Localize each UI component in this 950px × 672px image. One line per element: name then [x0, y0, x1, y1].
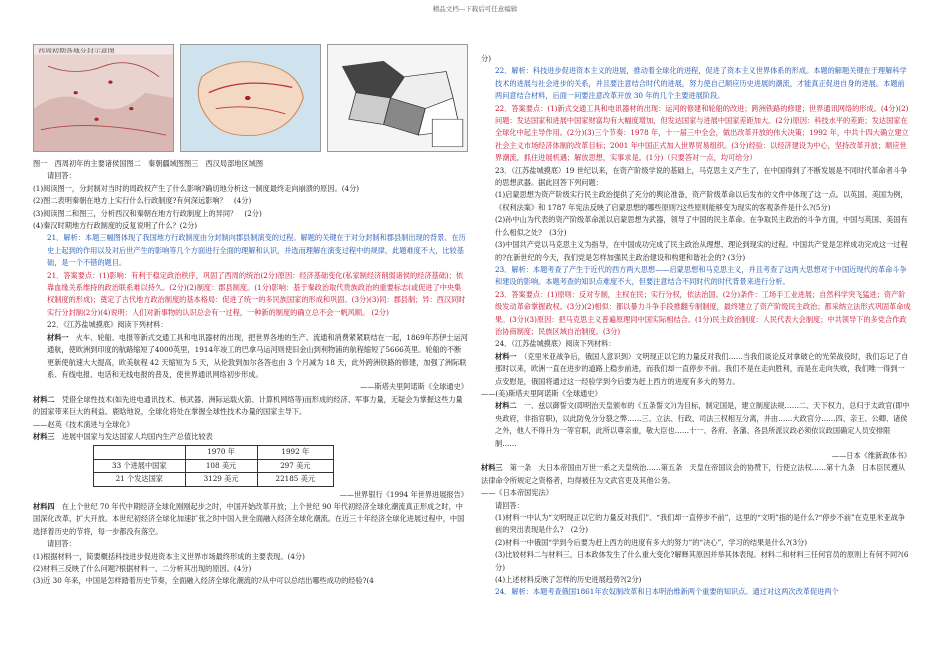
q24-material-2-source: ——日本《维新政体书》 — [831, 451, 911, 460]
q21-1: (1)阅读图一，分封制对当时的周政权产生了什么影响?确切地分析这一制度最终走向崩溃的原因。(4分) — [33, 183, 360, 193]
q24-material-1-text: （克里米亚战争后，俄国人意识到）文明现正以它的力量反对我们……当我们谈论反对拿破仑的光荣战役时，我们忘记了自那时以来，欧洲一直在进步的道路上稳步前进，而我们却一直停步不前。我们不是在走向胜利，而是在走向失败，我们唯一得到一点安慰是，俄国将通过这一经验学到今后要为赶上西方的进度有多大的努力。 — [495, 351, 909, 386]
table-cell: 21 个发达国家 — [94, 473, 186, 486]
q22-3: (3)近 30 年来，中国是怎样踏着历史节奏，全面融入经济全球化潮流的?从中可以总结出哪些成功的经验?(4 — [33, 576, 374, 586]
q24-question-lead: 请回答： — [495, 500, 524, 510]
q23-intro: 23．（江苏盐城摸底）19 世纪以来，在资产阶级学说的基础上，马克思主义产生了，在中国得到了不断发展是不同时代革命者斗争的思想武器。据此回答下列问题： — [495, 165, 908, 188]
table-cell — [94, 446, 186, 459]
q22-answer: 22．答案要点：(1)新式交通工具和电讯器材的出现：运河的修建和轮船的改进；跨洲铁路的修建；世界通讯网络的形成。(4分)(2)问题：发达国家和进展中国家财富均有大幅度增加，但发达国家与进展中国家差距加大。(2分)原因：科技水平的差距；发达国家在全球化中起主导作用。(2分)(3)三个节奏：1978 年，十一届三中全会，做出改革开放的伟大决策；1992 年，中共十四大确立建立社会主义市场经济体制的改革目标；2001 年中国正式加入世界贸易组织。(3分)经验：以经济建设为中心，坚持改革开放；顺应世界潮流，抓住进展机遇；解放思想，实事求是。(1分)（只要答对一点，均可给分） — [495, 103, 909, 163]
q24-material-3-label: 材料三 — [481, 463, 503, 473]
page-header: 精品文档---下载后可任意编辑 — [432, 5, 518, 13]
q24-analysis: 24．解析：本题考查俄国1861年农奴制改革和日本明治维新两个重要的知识点。通过对这两次改革促进两个 — [495, 587, 839, 597]
map-figures — [33, 44, 468, 152]
material-3-title: 进展中国家与发达国家人均国内生产总值比较表 — [61, 431, 213, 441]
figure-caption: 图一 西周初年的主要诸侯国图二 秦朝疆域图图三 西汉局部地区域图 — [33, 159, 264, 168]
q22-analysis: 22．解析：科技进步促进资本主义的进展，推动着全球化的进程，促进了资本主义世界体系的形成。本题的解题关键在于理解科学技术的进展与社会进步的关系，并且要注意结合时代的进展，努力使自己顺应历史进展的潮流，才能真正促进自身的进展。本题前两问意结合材料，后面一问要注意改革开放 30 年的几个主要进展阶段。 — [495, 66, 907, 101]
q24-material-2-text: 一、兹以御誓文(即明治天皇颁布的《五条誓文》)为目标，制定国是，建立制度法规……二、天下权力，总归于太政官(即中央政府，非指官职)，以此防免分分裂之弊……三、立法、行政、司法三权相互分离，并由……大政官分……四、亲王、公卿、诸侯之外，他人不得升为一等官职，此所以尊亲重，敬大臣也……十一、各府、各藩、各县所派议政必须依议政国确定人员安排限制…… — [495, 401, 910, 448]
material-4-text: 在上个世纪 70 年代中期经济全球化刚刚起步之时，中国开始改革开放；上个世纪 90 年代初经济全球化潮流真正形成之时，中国深化改革，扩大开放。本世纪初经济全球化加速扩张之时中国入世全面融入经济全球化潮流。在近三十年经济全球化进展过程中，中国选择着历史的节将，每一步都没有落空。 — [33, 501, 465, 536]
material-3-label: 材料三 — [33, 431, 55, 441]
q23-2: (2)孙中山为代表的资产阶级革命派以启蒙思想为武器，领导了中国的民主革命。在争取民主政治的斗争方面，中国与英国、美国有什么相似之处? (3分) — [495, 215, 908, 237]
q21-2: (2)图二表明秦朝在地方上实行什么行政制度?有何深远影响？ (4分) — [33, 196, 252, 206]
q21-answer: 21．答案要点：(1)影响：有利于稳定政治秩序，巩固了西周的统治(2分)原因：经济基础变化(私家制经济削弱诸侯的经济基础)；依靠血缘关系维持的政治联系难以持久。(2分)(2)制度：郡县制度。(1分)影响：基于秦政治取代贵族政治的重要标志(或促进了中央集权制度的形成)；奠定了古代地方政治制度的基本格局：促进了统一的多民族国家的形成和巩固。(3分)(3)同：郡县制；异：西汉同时实行分封制(2分)(4)说明：人们对新事物的认识总会有一过程，一种新的制度的确立总不会一帆风顺。 (2分) — [47, 270, 466, 317]
q22-1: (1)根据材料一，简要概括科技进步促进资本主义世界市场最终形成的主要表现。(4分) — [33, 551, 305, 561]
q22-2: (2)材料三反映了什么问题?根据材料一、二分析其出现的原因。(4分) — [33, 564, 252, 573]
table-cell: 33 个进展中国家 — [94, 459, 186, 472]
table-row — [94, 473, 334, 486]
material-1-text: 火车、轮船、电报等新式交通工具和电讯器材的出现，把世界各地的生产、流通和消费紧紧联结在一起，1869年苏伊士运河通航，使欧洲到印度的航路缩短了4000英里，1914年竣工的巴拿马运河则使旧金山到利物浦的航程缩短了5666英里。轮船的不断更新使航速大大提高，欧美航程 42 天缩短为 5 天，从伦敦到加尔各答也由 3 个月减为 18 天，此外跨洲铁路的修建，加强了洲际联系、有线电报、电话和无线电报的普及，使世界通讯网络初步形成。 — [47, 332, 468, 379]
gdp-table — [93, 445, 334, 486]
q21-3: (3)阅读图二和图三，分析西汉和秦朝在地方行政制度上的异同？ (2分) — [33, 208, 262, 218]
table-cell: 1992 年 — [257, 446, 334, 459]
material-2-source: ——赵英《技术演进与全球化》 — [33, 419, 134, 429]
q23-1: (1)启蒙思想为资产阶级实行民主政治提供了充分的舆论准备，资产阶级革命以后发布的文件中体现了这一点。以英国、美国为例，《权利法案》和 1787 年宪法反映了启蒙思想的哪些原则?这些原则能够变为现实的客观条件是什么?(5分) — [495, 190, 908, 212]
q24-material-2-label: 材料二 — [495, 401, 517, 411]
q24-material-3-text: 第一条 大日本帝国由万世一系之天皇统治……第五条 天皇在帝国议会的协赞下，行使立法权……第十九条 日本臣民遵从法律命令所规定之资格者，均得被任为文武官吏及其他公务。 — [481, 463, 906, 485]
continuation-fragment: 分) — [481, 54, 491, 63]
table-cell: 108 美元 — [185, 459, 257, 472]
q24-1: (1)材料一中认为“文明现正以它的力量反对我们”、“我们却一直停步不前”，这里的“文明”指的是什么?“停步不前”在克里米亚战争前的突出表现是什么? (2分) — [495, 513, 905, 535]
question-lead-2: 请回答： — [47, 539, 76, 549]
table-cell: 1970 年 — [185, 446, 257, 459]
material-2-text: 凭借全球性技术(如先进电通讯技术、核武器、洲际运载火箭、计算机网络等)而形成的经济、军事力量，无疑会为掌握这些力量的国家带来巨大的利益。鹿晗地说，全球化将处在掌握全球性技术办量的国家主导下。 — [33, 394, 463, 417]
q24-2: (2)材料一中俄国“学到今后要为赶上西方的进度有多大的努力”的“决心”，学习的结果是什么?(3分) — [495, 537, 808, 547]
q24-intro: 24．（江苏盐城摸底）阅读下列材料： — [495, 339, 616, 349]
q23-answer: 23．答案要点：(1)原则：反对专制，主权在民；实行分权，依法治国。(2分)条件：工场手工业进展；自然科学突飞猛进；资产阶级发动革命掌握政权。(3分)(2)相似：都以暴力斗争手段推翻专制制度，最终建立了资产阶级民主政治；都采纳立法形式巩固革命成果。(3分)(3)原因：把马克思主义普遍原理同中国实际相结合。(1分)民主政治制度：人民代表大会制度；中共领导下的多党合作政治协商制度；民族区域自治制度。(3分) — [495, 289, 911, 336]
q21-4: (4)秦汉时期地方行政制度的反复说明了什么？(2分) — [33, 221, 198, 231]
material-1-source: ——斯塔夫里阿诺斯《全球通史》 — [360, 382, 468, 392]
map-western-han — [327, 44, 468, 152]
question-lead: 请回答： — [47, 171, 76, 181]
q23-analysis: 23．解析：本题考查了产生于近代的西方两大思想——启蒙思想和马克思主义，并且考查了这两大思想对于中国近现代的革命斗争和建设的影响。本题考查的知识点难度不大，但要注意结合不同时代的时代背景来进行分析。 — [495, 264, 907, 287]
map-qin-territory — [180, 44, 321, 152]
map1-title: 西周初期各地分封示意图 — [38, 48, 115, 55]
table-row — [94, 459, 334, 472]
q24-material-1-label: 材料一 — [495, 351, 517, 361]
q24-material-3-source: ——《日本帝国宪法》 — [481, 488, 553, 498]
q24-material-1-source: ——(美)斯塔夫里阿诺斯《全球通史》 — [481, 388, 602, 398]
table-cell: 297 美元 — [257, 459, 334, 472]
table-cell: 3129 美元 — [185, 473, 257, 486]
table-header-row — [94, 446, 334, 459]
right-column — [481, 53, 911, 599]
map-western-zhou — [33, 44, 174, 152]
q23-3: (3)中国共产党以马克思主义为指导，在中国成功完成了民主政治从理想、理论到现实的过程。中国共产党是怎样成功完成这一过程的?在新世纪的今天，我们党是怎样加强民主政治建设和构建和谐社会的? (3分) — [495, 240, 908, 262]
material-4-label: 材料四 — [33, 501, 55, 511]
material-1-label: 材料一 — [47, 332, 69, 342]
q24-4: (4)上述材料反映了怎样的历史进展趋势?(2分) — [495, 575, 642, 585]
material-2-label: 材料二 — [33, 394, 55, 404]
q22-intro: 22．《江苏盐城摸底》阅读下列材料： — [47, 320, 168, 330]
q24-3: (3)比较材料二与材料三，日本政体发生了什么重大变化?解释其原因并举其体表现。材料二和材料三任何官员的原则上有何不同?(6分) — [495, 550, 909, 572]
table-cell: 22185 美元 — [257, 473, 334, 486]
left-column — [33, 44, 468, 588]
q21-analysis: 21．解析：本题三幅图体现了我国地方行政制度由分封制向郡县制演变的过程。解题的关键在于对分封制和郡县制出现的背景、在历史上起到的作用以及对后世产生的影响等几个方面进行全面的理解和认识，并选而理解在演变过程中的规律，此题难度不大，比较基础，是一个不错的题目。 — [47, 233, 466, 268]
material-3-source: ——世界银行《1994 年世界进展报告》 — [339, 489, 468, 499]
